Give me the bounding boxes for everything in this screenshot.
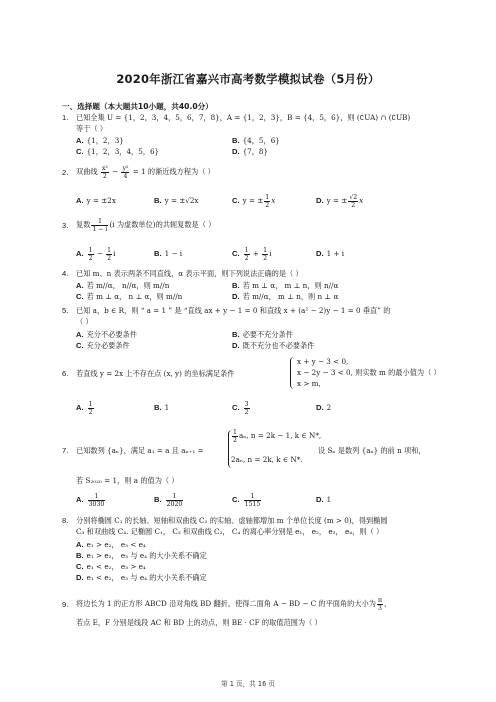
option-d-text: 既不充分也不必要条件 bbox=[242, 341, 315, 350]
option-b: B. 若 m ⊥ α， m ⊥ n，则 n//α bbox=[232, 281, 339, 290]
option-b-text: 1 bbox=[164, 403, 170, 412]
question-1-text-2: 等于（ ） bbox=[76, 124, 108, 133]
option-d: D. 1 bbox=[316, 495, 332, 504]
option-d: D. 1 + i bbox=[316, 249, 345, 258]
option-c-text: 若 m ⊥ α， n ⊥ α，则 m//n bbox=[86, 292, 183, 301]
question-number: 2. bbox=[62, 168, 69, 177]
option-d: D. y = ± $\frac{√2}{2}$ x bbox=[316, 193, 364, 209]
option-d: D. 若 m//α， m ⊥ n，则 n ⊥ α bbox=[232, 292, 339, 301]
question-number: 3. bbox=[62, 221, 69, 230]
option-c: C. $\frac{1}{2}$ + $\frac{1}{2}$ i bbox=[232, 246, 272, 262]
option-a-text: {1，2，3} bbox=[86, 136, 124, 145]
option-c: C. {1，2，3，4，5，6} bbox=[76, 147, 160, 156]
question-number: 4. bbox=[62, 269, 69, 278]
option-a: A. e₁ > e₂， e₃ < e₄ bbox=[76, 540, 146, 549]
option-c-text: 充分必要条件 bbox=[86, 341, 130, 350]
question-6-text: 若直线 y = 2x 上不存在点 (x, y) 的坐标满足条件 bbox=[76, 369, 235, 378]
option-b-text: 必要不充分条件 bbox=[242, 330, 293, 339]
option-a: A. $\frac{1}{3030}$ bbox=[76, 492, 105, 508]
option-d: D. {7，8} bbox=[232, 147, 269, 156]
section-heading: 一、选择题（本大题共10小题，共40.0分） bbox=[62, 102, 213, 111]
condition-3: x > m, bbox=[297, 379, 321, 388]
question-number: 5. bbox=[62, 306, 69, 315]
question-1-text: 已知全集 U = {1，2，3，4，5，6，7，8}，A = {1，2，3}，B = {4，5，6}，则 (∁UA) ∩ (∁UB) bbox=[76, 113, 411, 122]
option-b-text: {4，5，6} bbox=[242, 136, 280, 145]
question-2-text: 双曲线 $\frac{\text{x²}}{2}$ − $\frac{\text{y²}}{4}$ = 1 的渐近线方程为（ ） bbox=[76, 164, 215, 180]
question-7-post: 设 Sₙ 是数列 {aₙ} 的前 n 项和， bbox=[318, 446, 426, 455]
option-c-text: y = ± bbox=[242, 196, 264, 205]
option-b-text: y = ±√2x bbox=[164, 196, 199, 205]
question-3-text: 复数 $\frac{1}{1 - i}$ (i 为虚数单位)的共轭复数是（ ） bbox=[76, 217, 216, 233]
option-a: A. 充分不必要条件 bbox=[76, 330, 137, 339]
question-4-text: 已知 m、n 表示两条不同直线，α 表示平面，则下列说法正确的是（ ） bbox=[76, 269, 303, 278]
option-d-text: 1 + i bbox=[326, 249, 345, 258]
option-d-text: 1 bbox=[326, 495, 332, 504]
question-9-text-2: 若点 E，F 分别是线段 AC 和 BD 上的动点，则 BE · CF 的取值范围为（ ） bbox=[76, 618, 322, 627]
question-2-post: = 1 的渐近线方程为（ ） bbox=[132, 167, 215, 176]
option-a: A. {1，2，3} bbox=[76, 136, 124, 145]
fraction: $\frac{\text{y²}}{4}$ bbox=[122, 164, 129, 180]
option-d: D. 2 bbox=[316, 403, 332, 412]
option-b-text: 1 − i bbox=[164, 249, 183, 258]
option-d: D. e₁ < e₂， e₃ 与 e₄ 的大小关系不确定 bbox=[76, 573, 207, 582]
option-a-text: 充分不必要条件 bbox=[86, 330, 137, 339]
option-b: B. 必要不充分条件 bbox=[232, 330, 293, 339]
option-c: C. e₁ < e₂， e₃ > e₄ bbox=[76, 562, 146, 571]
option-d: D. 既不充分也不必要条件 bbox=[232, 341, 315, 350]
fraction: $\frac{\text{x²}}{2}$ bbox=[101, 164, 108, 180]
question-9-text: 将边长为 1 的正方形 ABCD 沿对角线 BD 翻折，使得二面角 A − BD − C 的平面角的大小为 $\frac{\pi}{3}$ ， bbox=[76, 596, 392, 612]
option-b: B. e₁ > e₂， e₃ 与 e₄ 的大小关系不确定 bbox=[76, 551, 207, 560]
option-a-text: 若 m//α， n//α，则 m//n bbox=[86, 281, 170, 290]
option-d-text: 若 m//α， m ⊥ n，则 n ⊥ α bbox=[242, 292, 339, 301]
option-a: A. 若 m//α， n//α，则 m//n bbox=[76, 281, 170, 290]
option-b: B. $\frac{1}{2020}$ bbox=[154, 492, 183, 508]
question-5-text-2: （ ） bbox=[76, 317, 93, 326]
question-5-text: 已知 a，b ∈ R，则 “ a = 1 ” 是 “直线 ax + y − 1 = 0 和直线 x + (a² − 2)y − 1 = 0 垂直” 的 bbox=[76, 306, 391, 315]
question-8-text: 分别将椭圆 C₁ 的长轴、短轴和双曲线 C₂ 的实轴、虚轴都增加 m 个单位长度 (m > 0)，得到椭圆 bbox=[76, 516, 388, 525]
question-number: 8. bbox=[62, 516, 69, 525]
option-d-text: y = ± bbox=[326, 196, 348, 205]
question-3-post: (i 为虚数单位)的共轭复数是（ ） bbox=[109, 220, 216, 229]
question-number: 1. bbox=[62, 113, 69, 122]
option-c: C. 充分必要条件 bbox=[76, 341, 130, 350]
option-a: A. $\frac{1}{2}$ bbox=[76, 400, 93, 416]
option-c: C. $\frac{3}{2}$ bbox=[232, 400, 249, 416]
option-b: B. y = ±√2x bbox=[154, 196, 199, 205]
page-footer: 第 1 页，共 16 页 bbox=[221, 680, 275, 688]
question-7-text-2: 若 S₂₀₂₀ = 1，则 a 的值为（ ） bbox=[76, 476, 179, 485]
option-c-text: {1，2，3，4，5，6} bbox=[86, 147, 160, 156]
question-number: 6. bbox=[62, 369, 69, 378]
option-b-text: 若 m ⊥ α， m ⊥ n，则 n//α bbox=[242, 281, 339, 290]
question-7-text: 已知数列 {aₙ}，满足 a₁ = a 且 aₙ₊₁ = bbox=[76, 446, 204, 455]
question-number: 7. bbox=[62, 446, 69, 455]
option-d-text: {7，8} bbox=[242, 147, 269, 156]
option-c-text: e₁ < e₂， e₃ > e₄ bbox=[86, 562, 146, 571]
option-c: C. y = ± $\frac{1}{2}$ x bbox=[232, 193, 276, 209]
condition-2: x − 2y − 3 < 0, 则实数 m 的最小值为（ ） bbox=[297, 368, 441, 377]
option-b-text: e₁ > e₂， e₃ 与 e₄ 的大小关系不确定 bbox=[86, 551, 207, 560]
option-b: B. {4，5，6} bbox=[232, 136, 280, 145]
option-a-text: e₁ > e₂， e₃ < e₄ bbox=[86, 540, 146, 549]
question-number: 9. bbox=[62, 600, 69, 609]
piece-1: $\frac{1}{2}$ aₙ, n = 2k − 1, k ∈ N*, bbox=[233, 428, 322, 444]
condition-1: x + y − 3 < 0, bbox=[297, 357, 349, 366]
option-c: C. $\frac{1}{1515}$ bbox=[232, 492, 261, 508]
option-b: B. 1 bbox=[154, 403, 170, 412]
question-3-pre: 复数 bbox=[76, 220, 91, 229]
option-b: B. 1 − i bbox=[154, 249, 183, 258]
question-2-pre: 双曲线 bbox=[76, 167, 98, 176]
option-d-text: 2 bbox=[326, 403, 332, 412]
page-title: 2020年浙江省嘉兴市高考数学模拟试卷（5月份） bbox=[116, 72, 380, 86]
option-a: A. y = ±2x bbox=[76, 196, 116, 205]
option-a-text: y = ±2x bbox=[86, 196, 116, 205]
option-d-text: e₁ < e₂， e₃ 与 e₄ 的大小关系不确定 bbox=[86, 573, 207, 582]
piece-2: 2aₙ, n = 2k, k ∈ N*. bbox=[231, 455, 303, 464]
option-c: C. 若 m ⊥ α， n ⊥ α，则 m//n bbox=[76, 292, 183, 301]
system-brace bbox=[290, 357, 295, 389]
question-8-text-2: C₃ 和双曲线 C₄. 记椭圆 C₁， C₃ 和双曲线 C₂， C₄ 的离心率分别是 e₁， e₂， e₃， e₄，则（ ） bbox=[76, 527, 384, 536]
option-a: A. $\frac{1}{2}$ − $\frac{1}{2}$ i bbox=[76, 246, 116, 262]
